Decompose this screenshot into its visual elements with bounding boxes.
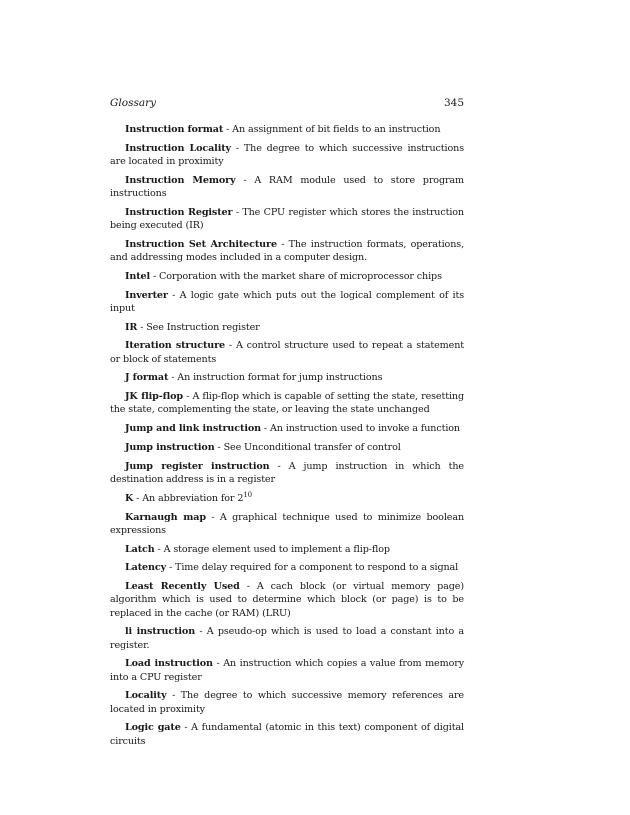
glossary-entry	[110, 441, 464, 454]
term-separator: -	[205, 511, 220, 523]
glossary-definition: A RAM module used to store program instructions	[110, 174, 465, 199]
term-separator: -	[166, 690, 181, 702]
glossary-term: Load instruction	[125, 658, 213, 670]
definition-superscript: 10	[243, 490, 252, 499]
glossary-definition: See Unconditional transfer of control	[223, 441, 401, 453]
glossary-entry	[110, 339, 464, 365]
glossary-entry	[110, 721, 464, 747]
glossary-entry	[110, 270, 464, 283]
term-separator: -	[166, 562, 176, 574]
glossary-entry	[110, 561, 464, 574]
term-separator: -	[232, 206, 243, 218]
glossary-entry	[110, 492, 464, 505]
term-separator: -	[235, 174, 255, 186]
term-separator: -	[167, 289, 180, 301]
glossary-definition: The CPU register which stores the instruction being executed (IR)	[110, 206, 464, 231]
glossary-definition: A cach block (or virtual memory page) algorithm which is used to determine which block (or page) is to be replaced in the cache (or RAM) (LRU)	[110, 581, 464, 619]
glossary-definition: A control structure used to repeat a statement or block of statements	[110, 340, 464, 365]
glossary-definition: A jump instruction in which the destination address is in a register	[110, 460, 464, 485]
glossary-entry	[110, 657, 464, 683]
section-title: Glossary	[110, 97, 157, 109]
glossary-entry	[110, 625, 464, 651]
glossary-entry	[110, 289, 464, 315]
glossary-term: Intel	[125, 270, 151, 282]
term-separator: -	[276, 238, 289, 250]
glossary-term: Jump and link instruction	[125, 423, 261, 435]
glossary-definition: A graphical technique used to minimize boolean expressions	[110, 511, 465, 536]
glossary-entry	[110, 123, 464, 136]
glossary-definition: An instruction which copies a value from memory into a CPU register	[110, 658, 465, 683]
glossary-term: Logic gate	[125, 722, 181, 734]
glossary-definition: The instruction formats, operations, and addressing modes included in a computer design.	[110, 238, 465, 263]
term-separator: -	[195, 626, 207, 638]
term-separator: -	[150, 270, 160, 282]
page	[110, 96, 464, 753]
glossary-term: Locality	[125, 690, 167, 702]
glossary-entry	[110, 206, 464, 232]
glossary-term: Instruction Memory	[125, 174, 236, 186]
glossary-term: Least Recently Used	[125, 581, 240, 593]
glossary-term: Instruction Set Architecture	[125, 238, 277, 250]
glossary-definition: An assignment of bit fields to an instruction	[232, 124, 441, 135]
glossary-term: Instruction Register	[125, 206, 233, 218]
term-separator: -	[225, 340, 236, 352]
glossary-term: Instruction format	[125, 124, 224, 135]
glossary-entry	[110, 460, 464, 486]
term-separator: -	[183, 391, 193, 403]
glossary-entry	[110, 422, 464, 435]
term-separator: -	[154, 543, 164, 555]
glossary-definition: A fundamental (atomic in this text) component of digital circuits	[110, 722, 464, 747]
term-separator: -	[214, 441, 224, 453]
glossary-term: J format	[125, 372, 169, 384]
glossary-entry	[110, 390, 464, 416]
glossary-definition: The degree to which successive memory references are located in proximity	[110, 690, 464, 715]
glossary-term: li instruction	[125, 626, 196, 638]
glossary-entry	[110, 321, 464, 334]
glossary-definition: The degree to which successive instructions are located in proximity	[110, 142, 464, 167]
glossary-definition: Corporation with the market share of microprocessor chips	[159, 270, 442, 282]
term-separator: -	[133, 492, 143, 504]
glossary-entry	[110, 511, 464, 537]
glossary-term: Jump instruction	[125, 441, 215, 453]
glossary-term: Jump register instruction	[125, 460, 270, 472]
term-separator: -	[168, 372, 178, 384]
glossary-entry	[110, 174, 464, 200]
glossary-entry	[110, 689, 464, 715]
glossary-term: Latch	[125, 543, 155, 555]
term-separator: -	[260, 423, 270, 435]
term-separator: -	[180, 722, 192, 734]
glossary-definition: A storage element used to implement a flip-flop	[163, 543, 390, 555]
glossary-definition: See Instruction register	[146, 321, 260, 333]
glossary-definition: Time delay required for a component to respond to a signal	[175, 562, 459, 574]
glossary-term: K	[125, 492, 134, 504]
glossary-definition: A pseudo-op which is used to load a constant into a register.	[110, 626, 464, 651]
glossary-entry	[110, 142, 464, 168]
glossary-term: JK flip-flop	[125, 391, 183, 403]
glossary-entry	[110, 580, 464, 620]
glossary-definition: An abbreviation for 2	[142, 492, 244, 504]
glossary-term: Latency	[125, 562, 167, 574]
glossary-term: Iteration structure	[125, 340, 226, 352]
glossary-definition: A flip-flop which is capable of setting the state, resetting the state, complementing the state, or leaving the state unchanged	[110, 391, 464, 416]
page-number: 345	[443, 97, 464, 109]
glossary-term: Instruction Locality	[125, 142, 231, 154]
glossary-definition: An instruction format for jump instructions	[177, 372, 383, 384]
glossary-entry	[110, 543, 464, 556]
glossary-term: Karnaugh map	[125, 511, 206, 523]
term-separator: -	[223, 124, 233, 135]
glossary-term: IR	[125, 321, 138, 333]
running-header	[110, 96, 464, 110]
term-separator: -	[212, 658, 224, 670]
term-separator: -	[137, 321, 147, 333]
term-separator: -	[269, 460, 289, 472]
glossary-entry	[110, 238, 464, 264]
term-separator: -	[239, 581, 257, 593]
glossary-list	[110, 123, 464, 748]
glossary-entry	[110, 371, 464, 384]
glossary-definition: An instruction used to invoke a function	[269, 423, 460, 435]
term-separator: -	[231, 142, 244, 154]
glossary-definition: A logic gate which puts out the logical complement of its input	[110, 289, 465, 314]
glossary-term: Inverter	[125, 289, 168, 301]
